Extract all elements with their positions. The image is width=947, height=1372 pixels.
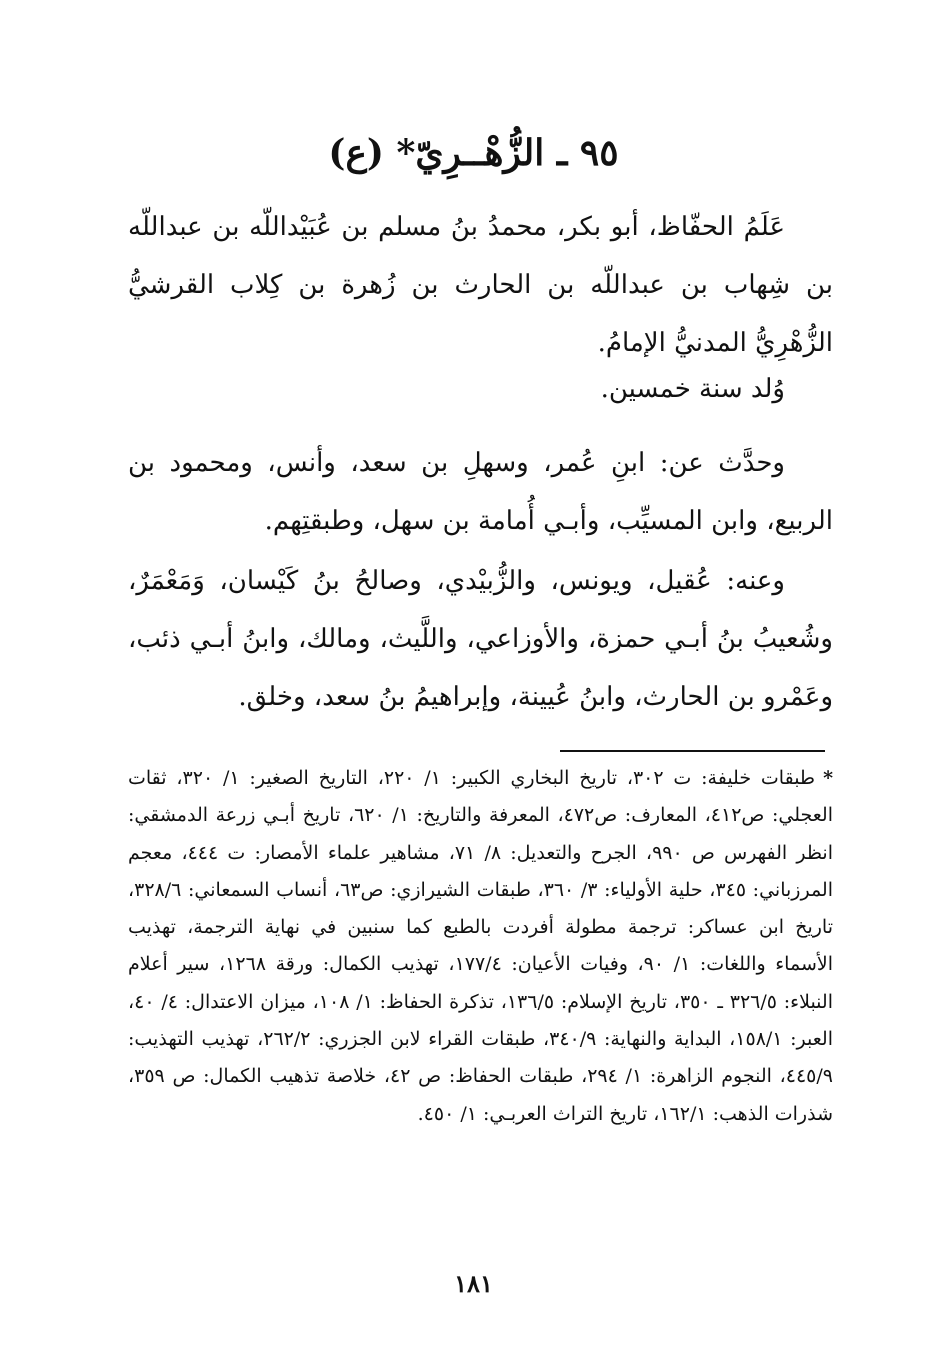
birth-paragraph xyxy=(128,360,833,418)
biography-paragraph xyxy=(128,198,833,372)
footnote-divider xyxy=(560,750,825,752)
entry-title: ٩٥ ـ الزُّهْــرِيّ* (ع) xyxy=(328,132,619,174)
paragraph-teachers: وحدَّث عن: ابنِ عُمر، وسهلِ بن سعد، وأنس، ومحمود بن الربيع، وابن المسيِّب، وأبـي أُمامة بن سهل، وطبقتِهم. xyxy=(128,448,833,536)
students-paragraph xyxy=(128,552,833,726)
page-number: ١٨١ xyxy=(454,1269,493,1298)
footnote-marker: * xyxy=(823,767,833,789)
paragraph-name-lineage: عَلَمُ الحفّاظ، أبو بكر، محمدُ بنُ مسلم بن عُبَيْداللّه بن عبداللّه بن شِهاب بن عبداللّه بن الحارث بن زُهرة بن كِلاب القرشيُّ الزُّهْرِيُّ المدنيُّ الإمامُ. xyxy=(128,212,833,358)
footnote-sources xyxy=(128,760,833,1133)
paragraph-birth: وُلد سنة خمسين. xyxy=(600,374,785,404)
paragraph-students: وعنه: عُقيل، ويونس، والزُّبيْدي، وصالحُ بنُ كَيْسان، وَمَعْمَرٌ، وشُعيبُ بنُ أبـي حمزة، والأوزاعي، واللَّيث، ومالك، وابنُ أبـي ذئب، وعَمْرو بن الحارث، وابنُ عُيينة، وإبراهيمُ بنُ سعد، وخلق. xyxy=(128,566,833,712)
teachers-paragraph xyxy=(128,434,833,550)
footnote-text: طبقات خليفة: ت ٣٠٢، تاريخ البخاري الكبير: ١/ ٢٢٠، التاريخ الصغير: ١/ ٣٢٠، ثقات العجلي: ص٤١٢، المعارف: ص٤٧٢، المعرفة والتاريخ: ١/ ٦٢٠، تاريخ أبـي زرعة الدمشقي: انظر الفهرس ص ٩٩٠، الجرح والتعديل: ٨/ ٧١، مشاهير علماء الأمصار: ت ٤٤٤، معجم المرزباني: ٣٤٥، حلية الأولياء: ٣/ ٣٦٠، طبقات الشيرازي: ص٦٣، أنساب السمعاني: ٣٢٨/٦، تاريخ ابن عساكر: ترجمة مطولة أفردت بالطبع كما سنبين في نهاية الترجمة، تهذيب الأسماء واللغات: ١/ ٩٠، وفيات الأعيان: ١٧٧/٤، تهذيب الكمال: ورقة ١٢٦٨، سير أعلام النبلاء: ٣٢٦/٥ ـ ٣٥٠، تاريخ الإسلام: ١٣٦/٥، تذكرة الحفاظ: ١/ ١٠٨، ميزان الاعتدال: ٤/ ٤٠، العبر: ١٥٨/١، البداية والنهاية: ٣٤٠/٩، طبقات القراء لابن الجزري: ٢٦٢/٢، تهذيب التهذيب: ٤٤٥/٩، النجوم الزاهرة: ١/ ٢٩٤، طبقات الحفاظ: ص ٤٢، خلاصة تذهيب الكمال: ص ٣٥٩، شذرات الذهب: ١٦٢/١، تاريخ التراث العربـي: ١/ ٤٥٠. xyxy=(128,767,834,1125)
